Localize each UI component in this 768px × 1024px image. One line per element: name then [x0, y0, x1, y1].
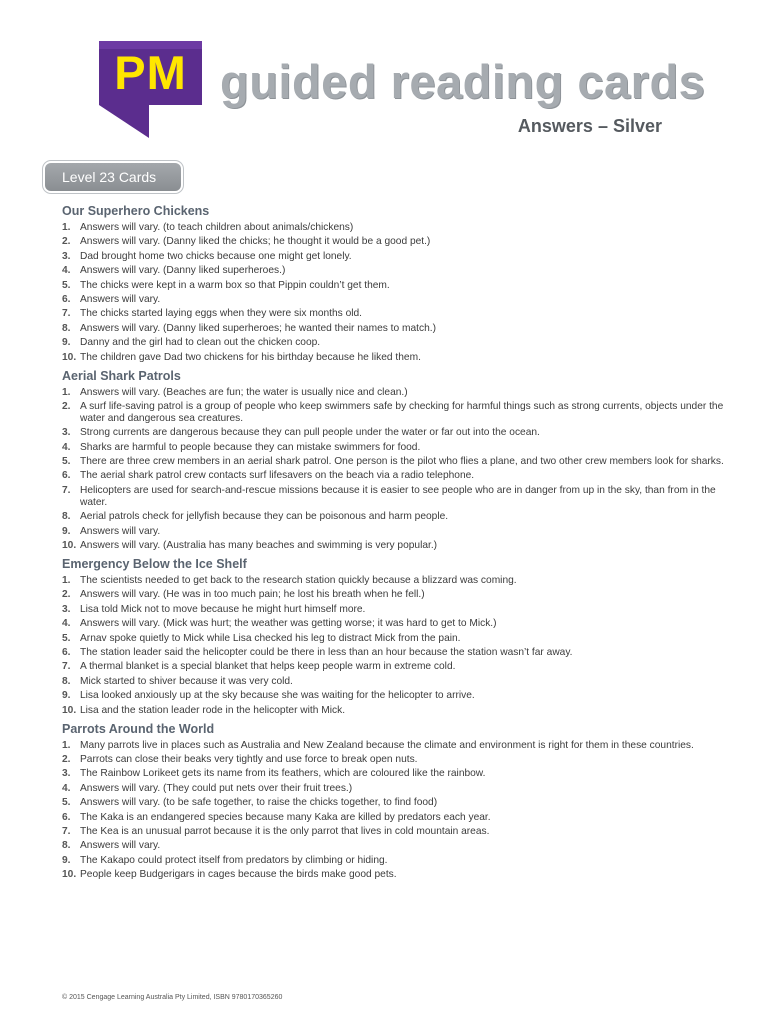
answer-text: Lisa and the station leader rode in the helicopter with Mick.: [80, 704, 346, 716]
answer-number: 5.: [62, 632, 71, 644]
answer-number: 6.: [62, 470, 71, 482]
answer-item: [62, 308, 730, 320]
answer-text: The chicks started laying eggs when they were six months old.: [80, 308, 362, 320]
answer-number: 9.: [62, 525, 71, 537]
answer-number: 10.: [62, 540, 77, 552]
answer-item: [62, 705, 730, 717]
answer-number: 6.: [62, 811, 71, 823]
answer-number: 8.: [62, 675, 71, 687]
answer-number: 4.: [62, 265, 71, 277]
answer-number: 5.: [62, 456, 71, 468]
answer-number: 10.: [62, 704, 77, 716]
answer-text: Answers will vary.: [80, 525, 161, 537]
brand-title: guided reading cards: [220, 55, 706, 108]
answer-text: Answers will vary. (to be safe together, to raise the chicks together, to find food): [80, 797, 438, 809]
section-title: Emergency Below the Ice Shelf: [62, 557, 247, 572]
answer-number: 1.: [62, 575, 71, 587]
answer-item: [62, 575, 730, 587]
answer-number: 3.: [62, 250, 71, 262]
answer-text: Danny and the girl had to clean out the chicken coop.: [80, 337, 321, 349]
answer-item: [62, 470, 730, 482]
section-title: Our Superhero Chickens: [62, 204, 210, 218]
section-title: Aerial Shark Patrols: [62, 368, 181, 383]
answer-text: Answers will vary. (Mick was hurt; the weather was getting worse; it was hard to get to Mick.): [80, 618, 497, 630]
answer-item: [62, 812, 730, 824]
answer-text: Answers will vary. (Australia has many beaches and swimming is very popular.): [80, 540, 438, 552]
answer-number: 2.: [62, 400, 71, 412]
answer-item: [62, 740, 730, 752]
answer-item: [62, 485, 730, 509]
answer-text: People keep Budgerigars in cages because the birds make good pets.: [80, 869, 397, 881]
answer-text: A surf life-saving patrol is a group of people who keep swimmers safe by checking for harmful things such as strong currents, objects under the water and dangerous sea creatures.: [80, 400, 724, 424]
answer-number: 7.: [62, 825, 71, 837]
answer-number: 7.: [62, 661, 71, 673]
answer-item: [62, 797, 730, 809]
answer-text: The chicks were kept in a warm box so that Pippin couldn’t get them.: [80, 279, 390, 291]
answer-item: [62, 222, 730, 234]
answer-text: The Kaka is an endangered species because many Kaka are killed by predators each year.: [80, 811, 491, 823]
answer-text: Answers will vary. (Danny liked superheroes; he wanted their names to match.): [80, 322, 436, 334]
answer-list: [62, 575, 730, 717]
answer-item: [62, 442, 730, 454]
answer-item: [62, 352, 730, 364]
logo-text: PM: [114, 46, 187, 99]
answer-number: 3.: [62, 427, 71, 439]
answer-number: 3.: [62, 603, 71, 615]
answer-item: [62, 387, 730, 399]
answer-text: Lisa looked anxiously up at the sky because she was waiting for the helicopter to arrive.: [80, 690, 475, 702]
answer-text: Strong currents are dangerous because they can pull people under the water or far out into the ocean.: [80, 427, 540, 439]
answer-item: [62, 511, 730, 523]
answer-number: 10.: [62, 869, 77, 881]
answer-number: 9.: [62, 690, 71, 702]
answer-text: Lisa told Mick not to move because he might hurt himself more.: [80, 603, 366, 615]
answer-item: [62, 236, 730, 248]
level-label: Level 23 Cards: [45, 163, 181, 191]
answer-number: 1.: [62, 222, 71, 233]
answer-item: [62, 869, 730, 881]
answer-text: Answers will vary. (Danny liked the chicks; he thought it would be a good pet.): [80, 236, 431, 248]
answer-item: [62, 676, 730, 688]
answer-text: The scientists needed to get back to the research station quickly because a blizzard was coming.: [80, 575, 517, 587]
section-parrots-around-the-world: [62, 721, 730, 882]
answer-text: A thermal blanket is a special blanket that helps keep people warm in extreme cold.: [80, 661, 456, 673]
answer-item: [62, 647, 730, 659]
answers-content: [62, 203, 730, 885]
answer-number: 6.: [62, 293, 71, 305]
answer-text: Aerial patrols check for jellyfish because they can be poisonous and harm people.: [80, 511, 449, 523]
answer-text: Mick started to shiver because it was very cold.: [80, 675, 293, 687]
answer-text: Dad brought home two chicks because one might get lonely.: [80, 250, 352, 262]
answer-number: 6.: [62, 646, 71, 658]
answer-number: 1.: [62, 739, 71, 751]
answer-item: [62, 540, 730, 552]
answer-number: 8.: [62, 322, 71, 334]
answer-item: [62, 280, 730, 292]
answer-number: 3.: [62, 768, 71, 780]
answer-text: Helicopters are used for search-and-rescue missions because it is easier to see people who are in danger from up in the sky, than from in the water.: [80, 484, 716, 508]
answer-text: Answers will vary. (to teach children about animals/chickens): [80, 222, 354, 233]
answer-number: 4.: [62, 782, 71, 794]
answer-item: [62, 427, 730, 439]
answer-text: The station leader said the helicopter could be there in less than an hour because the station wasn’t far away.: [80, 646, 573, 658]
answer-text: The children gave Dad two chickens for his birthday because he liked them.: [80, 351, 421, 363]
answer-item: [62, 456, 730, 468]
section-our-superhero-chickens: [62, 203, 730, 364]
answer-text: The aerial shark patrol crew contacts surf lifesavers on the beach via a radio telephone.: [80, 470, 475, 482]
answer-number: 8.: [62, 840, 71, 852]
answer-list: [62, 387, 730, 553]
answer-text: Answers will vary. (Beaches are fun; the water is usually nice and clean.): [80, 386, 408, 398]
answer-text: Arnav spoke quietly to Mick while Lisa checked his leg to distract Mick from the pain.: [80, 632, 461, 644]
answer-item: [62, 265, 730, 277]
page-subtitle: Answers – Silver: [517, 116, 662, 136]
copyright-footer: © 2015 Cengage Learning Australia Pty Limited, ISBN 9780170365260: [62, 994, 283, 1001]
answer-text: Answers will vary. (Danny liked superheroes.): [80, 265, 286, 277]
answer-number: 2.: [62, 589, 71, 601]
answer-item: [62, 604, 730, 616]
answer-item: [62, 855, 730, 867]
answer-item: [62, 690, 730, 702]
answer-number: 9.: [62, 337, 71, 349]
answer-item: [62, 633, 730, 645]
answer-text: Answers will vary. (He was in too much pain; he lost his breath when he fell.): [80, 589, 425, 601]
answer-item: [62, 783, 730, 795]
answer-number: 9.: [62, 854, 71, 866]
answer-item: [62, 294, 730, 306]
answer-list: [62, 740, 730, 882]
answer-number: 8.: [62, 511, 71, 523]
answer-item: [62, 661, 730, 673]
answer-item: [62, 337, 730, 349]
answer-list: [62, 222, 730, 364]
answer-number: 2.: [62, 753, 71, 765]
section-aerial-shark-patrols: [62, 368, 730, 553]
answer-number: 4.: [62, 441, 71, 453]
answer-text: Answers will vary.: [80, 840, 161, 852]
answer-item: [62, 323, 730, 335]
answer-number: 1.: [62, 386, 71, 398]
answer-number: 5.: [62, 279, 71, 291]
section-title: Parrots Around the World: [62, 721, 215, 736]
pm-logo: [99, 41, 202, 138]
answer-text: Answers will vary. (They could put nets over their fruit trees.): [80, 782, 353, 794]
answer-number: 2.: [62, 236, 71, 248]
answer-text: The Kakapo could protect itself from predators by climbing or hiding.: [80, 854, 388, 866]
section-emergency-below-the-ice-shelf: [62, 556, 730, 717]
answer-number: 7.: [62, 484, 71, 496]
answer-number: 10.: [62, 351, 77, 363]
answer-text: The Kea is an unusual parrot because it is the only parrot that lives in cold mountain areas.: [80, 825, 490, 837]
answer-item: [62, 768, 730, 780]
answer-number: 5.: [62, 797, 71, 809]
answer-text: The Rainbow Lorikeet gets its name from its feathers, which are coloured like the rainbow.: [80, 768, 486, 780]
answer-item: [62, 401, 730, 425]
answer-item: [62, 840, 730, 852]
answer-text: Many parrots live in places such as Australia and New Zealand because the climate and environment is right for them in these countries.: [80, 739, 694, 751]
answer-number: 4.: [62, 618, 71, 630]
answer-text: Parrots can close their beaks very tightly and use force to break open nuts.: [80, 753, 418, 765]
answer-text: Sharks are harmful to people because they can mistake swimmers for food.: [80, 441, 421, 453]
answer-text: Answers will vary.: [80, 293, 161, 305]
answer-item: [62, 754, 730, 766]
answer-item: [62, 618, 730, 630]
answer-item: [62, 251, 730, 263]
answer-item: [62, 526, 730, 538]
answer-text: There are three crew members in an aerial shark patrol. One person is the pilot who flies a plane, and two other crew members look for sharks.: [80, 456, 724, 468]
answer-number: 7.: [62, 308, 71, 320]
answer-item: [62, 826, 730, 838]
answer-item: [62, 589, 730, 601]
